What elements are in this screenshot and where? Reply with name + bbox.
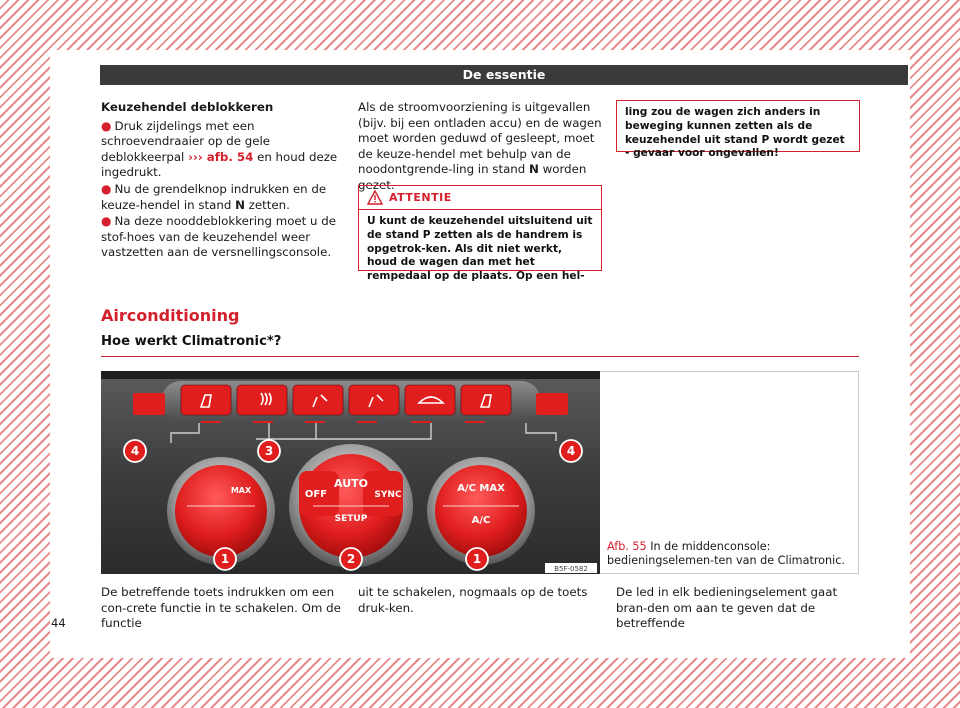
defrost-max-label: MAX — [230, 486, 252, 495]
caption-label: Afb. 55 — [607, 540, 647, 553]
ac-label: A/C — [471, 515, 491, 526]
figure-code: B5F-0582 — [554, 565, 588, 573]
subheading: Keuzehendel deblokkeren — [101, 100, 274, 114]
caption-text: In de middenconsole: bedieningselemen-ten van de Climatronic. — [607, 540, 845, 567]
attention-continuation: ling zou de wagen zich anders in beweging kunnen zetten als de keuzehendel uit stand P wordt gezet - gevaar voor ongevallen! — [616, 100, 860, 152]
page — [50, 50, 910, 658]
auto-label: AUTO — [334, 477, 368, 490]
climatronic-panel-illustration — [101, 371, 600, 574]
callout-4-left: 4 — [130, 444, 140, 458]
bullet-item: ● Nu de grendelknop indrukken en de keuze-hendel in stand N zetten. — [101, 181, 327, 212]
bullet-dot-icon: ● — [101, 214, 112, 229]
bullet-item: ● Na deze nooddeblokkering moet u de stof-hoes van de keuzehendel weer vastzetten aan de versnellingsconsole. — [101, 214, 337, 260]
setup-label: SETUP — [334, 514, 368, 524]
column-1 — [101, 100, 341, 262]
section-title: Airconditioning — [101, 306, 240, 325]
page-number: 44 — [51, 616, 66, 630]
section-divider — [101, 356, 859, 357]
attention-box — [358, 185, 602, 283]
bottom-column-2: uit te schakelen, nogmaals op de toets druk-ken. — [358, 585, 588, 615]
callout-3: 3 — [264, 444, 274, 458]
callout-2: 2 — [346, 552, 356, 566]
bullet-dot-icon: ● — [101, 118, 112, 133]
off-label: OFF — [304, 489, 328, 500]
bullet-item: ● Druk zijdelings met een schroevendraaier op de gele deblokkeerpal ››› afb. 54 en houd deze ingedrukt. — [101, 118, 338, 180]
page-header: De essentie — [100, 65, 908, 85]
bottom-column-1: De betreffende toets indrukken om een con-crete functie in te schakelen. Om de functie — [101, 585, 341, 631]
warning-triangle-icon — [367, 190, 383, 205]
ac-max-label: A/C MAX — [457, 483, 505, 494]
callout-1-right: 1 — [472, 552, 482, 566]
callout-4-right: 4 — [566, 444, 576, 458]
figure-caption — [607, 540, 857, 568]
bullet-dot-icon: ● — [101, 181, 112, 196]
sync-label: SYNC — [374, 490, 402, 500]
section-subtitle: Hoe werkt Climatronic*? — [101, 334, 282, 349]
column-2: Als de stroomvoorziening is uitgevallen (bijv. bij een ontladen accu) en de wagen moet worden geduwd of gesleept, moet de keuze-hendel met behulp van de noodontgrende-ling in stand N worden gezet. — [358, 100, 602, 192]
figure-reference-link[interactable]: ››› afb. 54 — [188, 149, 254, 164]
attention-title: ATTENTIE — [389, 191, 452, 204]
attention-header — [359, 186, 601, 210]
bottom-column-3: De led in elk bedieningselement gaat bran-den om aan te geven dat de betreffende — [616, 585, 838, 631]
attention-body: U kunt de keuzehendel uitsluitend uit de stand P zetten als de handrem is opgetrok-ken. Als dit niet werkt, houd de wagen dan met het rempedaal op de plaats. Op een hel- — [367, 215, 593, 283]
callout-1-left: 1 — [220, 552, 230, 566]
